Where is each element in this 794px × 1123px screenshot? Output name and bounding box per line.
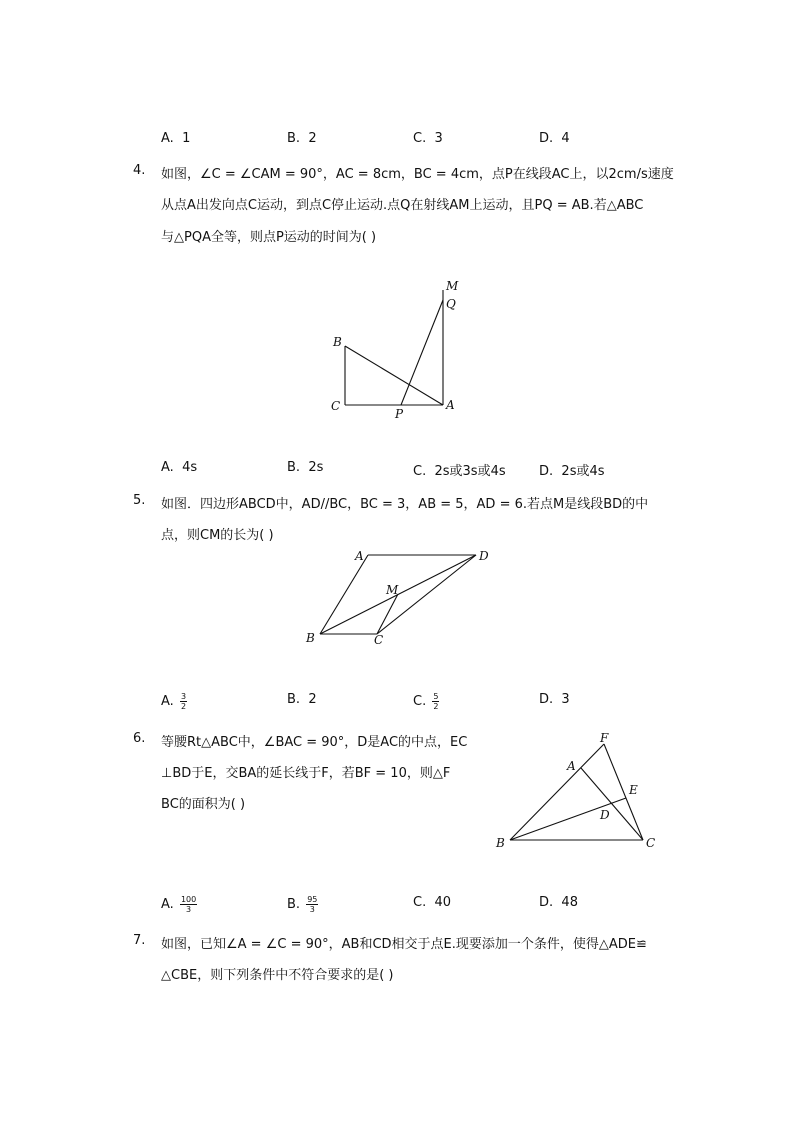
label-m: M	[386, 583, 399, 597]
question-number: 5.	[133, 493, 146, 508]
q5-option-a: A. $\frac{3}{2}$	[161, 692, 187, 711]
label-c: C	[374, 633, 384, 647]
q3-option-c: C. 3	[413, 131, 443, 146]
question-text-line: 如图，∠C = ∠CAM = 90°，AC = 8cm，BC = 4cm，点P在线段AC上，以2cm/s速度	[161, 167, 674, 182]
segment-ba	[345, 346, 443, 405]
question-text-line: BC的面积为( )	[161, 797, 246, 812]
q6-option-c: C. 40	[413, 895, 452, 910]
question-number: 6.	[133, 731, 146, 746]
question-text-line: 从点A出发向点C运动，到点C停止运动.点Q在射线AM上运动，且PQ = AB.若△ABC	[161, 198, 644, 213]
segment-pq	[401, 300, 443, 405]
label-d: D	[600, 808, 610, 822]
segment-bf	[510, 744, 604, 840]
q5-figure	[300, 543, 500, 648]
q6-option-d: D. 48	[539, 895, 578, 910]
q3-option-a: A. 1	[161, 131, 191, 146]
label-m: M	[446, 279, 459, 293]
q3-option-d: D. 4	[539, 131, 570, 146]
label-b: B	[306, 631, 315, 645]
q4-option-a: A. 4s	[161, 460, 198, 475]
question-text-line: 等腰Rt△ABC中，∠BAC = 90°，D是AC的中点，EC	[161, 735, 468, 750]
q4-figure	[325, 278, 465, 423]
question-number: 4.	[133, 163, 146, 178]
q6-figure	[490, 728, 665, 853]
label-d: D	[479, 549, 489, 563]
label-b: B	[496, 836, 505, 850]
question-number: 7.	[133, 933, 146, 948]
label-b: B	[333, 335, 342, 349]
q6-option-a: A. $\frac{100}{3}$	[161, 895, 197, 914]
label-a: A	[355, 549, 364, 563]
label-c: C	[331, 399, 341, 413]
label-e: E	[629, 783, 638, 797]
label-a: A	[446, 398, 455, 412]
question-text-line: ⊥BD于E，交BA的延长线于F，若BF = 10，则△F	[161, 766, 451, 781]
q4-option-c: C. 2s或3s或4s	[413, 464, 506, 479]
question-text-line: △CBE，则下列条件中不符合要求的是( )	[161, 968, 394, 983]
segment-ac	[581, 768, 643, 840]
question-text-line: 点，则CM的长为( )	[161, 528, 274, 543]
q3-option-b: B. 2	[287, 131, 317, 146]
label-p: P	[395, 407, 404, 421]
q5-option-c: C. $\frac{5}{2}$	[413, 692, 439, 711]
q4-option-b: B. 2s	[287, 460, 324, 475]
label-q: Q	[446, 297, 456, 311]
label-a: A	[567, 759, 576, 773]
label-c: C	[646, 836, 656, 850]
q6-option-b: B. $\frac{95}{3}$	[287, 895, 318, 914]
q5-option-d: D. 3	[539, 692, 570, 707]
q4-option-d: D. 2s或4s	[539, 464, 605, 479]
question-text-line: 如图．四边形ABCD中，AD//BC，BC = 3，AB = 5，AD = 6.若点M是线段BD的中	[161, 497, 649, 512]
question-text-line: 如图，已知∠A = ∠C = 90°，AB和CD相交于点E.现要添加一个条件，使得△ADE≌	[161, 937, 647, 952]
label-f: F	[600, 731, 609, 745]
q5-option-b: B. 2	[287, 692, 317, 707]
question-text-line: 与△PQA全等，则点P运动的时间为( )	[161, 230, 377, 245]
